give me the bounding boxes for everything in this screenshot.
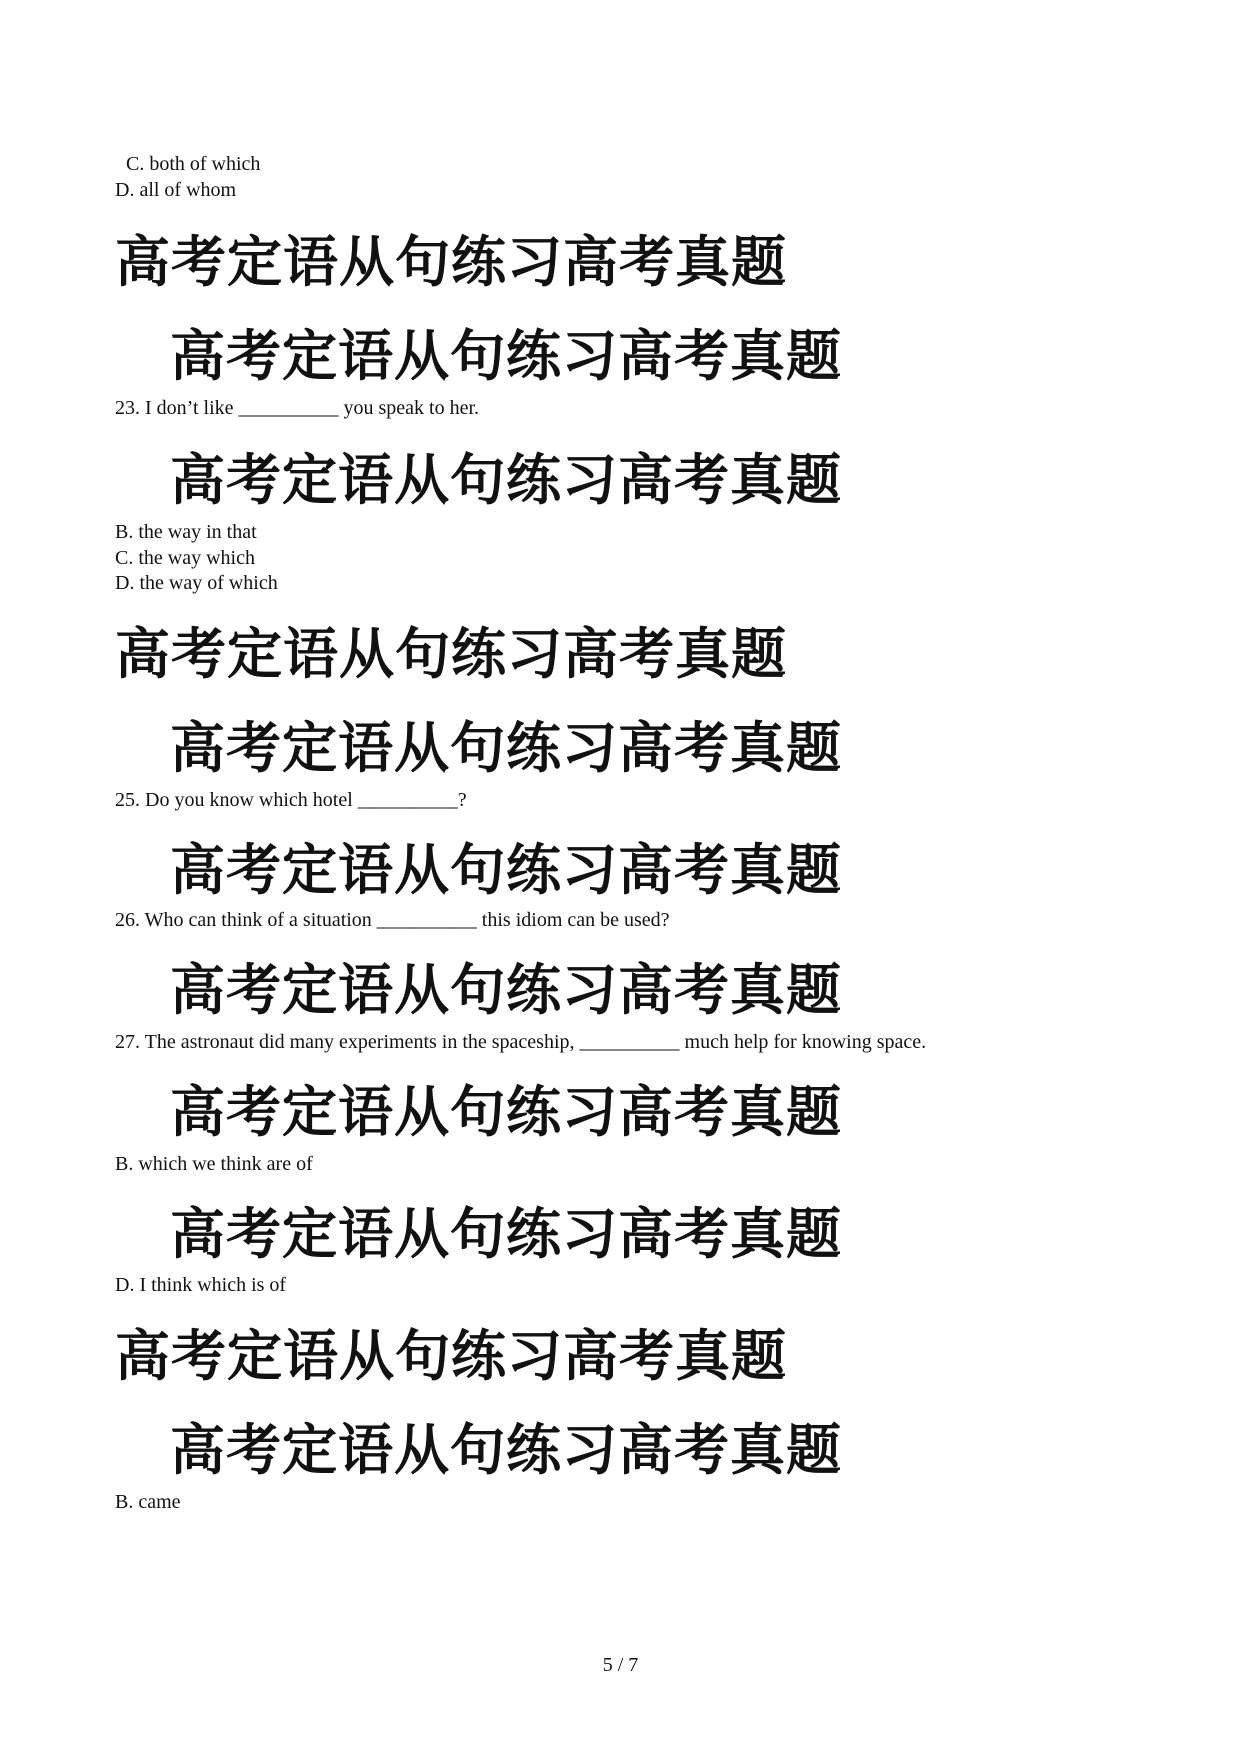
last-option-b: B. came [115, 1491, 181, 1513]
question-23-option-d: D. the way of which [115, 572, 278, 594]
question-27-option-b: B. which we think are of [115, 1153, 313, 1175]
heading-9: 高考定语从句练习高考真题 [170, 1202, 843, 1266]
heading-5: 高考定语从句练习高考真题 [170, 716, 843, 780]
heading-8: 高考定语从句练习高考真题 [170, 1080, 843, 1144]
heading-11: 高考定语从句练习高考真题 [170, 1418, 843, 1482]
page-number: 5 / 7 [602, 1654, 639, 1676]
question-23: 23. I don’t like __________ you speak to her. [115, 397, 480, 419]
question-23-option-b: B. the way in that [115, 521, 257, 543]
heading-2: 高考定语从句练习高考真题 [170, 324, 843, 388]
heading-7: 高考定语从句练习高考真题 [170, 958, 843, 1022]
question-26: 26. Who can think of a situation __________ this idiom can be used? [115, 909, 670, 931]
question-25: 25. Do you know which hotel __________? [115, 789, 467, 811]
heading-6: 高考定语从句练习高考真题 [170, 838, 843, 902]
question-27: 27. The astronaut did many experiments in the spaceship, __________ much help for knowing space. [115, 1031, 927, 1053]
heading-1: 高考定语从句练习高考真题 [115, 230, 788, 294]
question-27-option-d: D. I think which is of [115, 1274, 287, 1296]
option-c-both-of-which: C. both of which [126, 153, 261, 175]
option-d-all-of-whom: D. all of whom [115, 179, 237, 201]
heading-3: 高考定语从句练习高考真题 [170, 448, 843, 512]
heading-4: 高考定语从句练习高考真题 [115, 622, 788, 686]
heading-10: 高考定语从句练习高考真题 [115, 1324, 788, 1388]
question-23-option-c: C. the way which [115, 547, 255, 569]
